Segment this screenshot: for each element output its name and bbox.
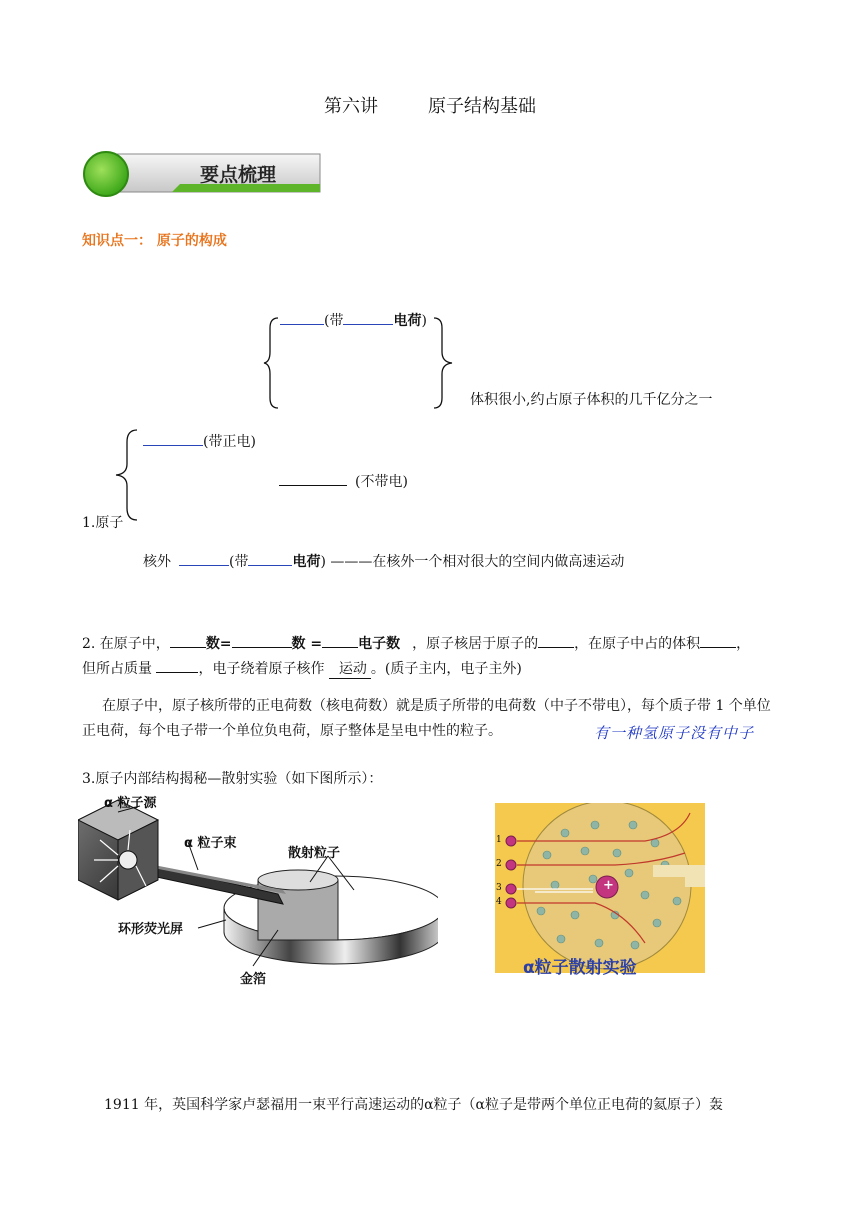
atom-label: 1.原子 xyxy=(82,515,124,531)
brace-right-inner xyxy=(432,316,456,410)
blank-p2-6 xyxy=(156,658,198,673)
proton-line xyxy=(143,431,256,451)
electron-line: 核外 (带 电荷) ———在核外一个相对很大的空间内做高速运动 xyxy=(143,551,624,571)
p2-j: 。(质子主内，电子主外) xyxy=(370,661,522,677)
blank-p2-4 xyxy=(538,633,574,648)
title-part-1: 第六讲 xyxy=(324,96,378,117)
point3-heading: 3.原子内部结构揭秘—散射实验（如下图所示）： xyxy=(82,771,383,787)
blank-p2-2 xyxy=(232,633,292,648)
electron-note: ———在核外一个相对很大的空间内做高速运动 xyxy=(330,554,625,570)
label-scatter: 散射粒子 xyxy=(288,846,341,861)
section-banner xyxy=(80,150,325,198)
p2-a: 2. 在原子中， xyxy=(82,636,170,652)
point2-line2 xyxy=(82,658,522,679)
p2-b: 数= xyxy=(205,636,232,652)
blank-electron xyxy=(179,551,229,566)
nucleus-sign: + xyxy=(603,878,614,893)
point2-line1 xyxy=(82,633,750,653)
neutron-line xyxy=(279,471,408,491)
blank-nucleus-charge xyxy=(343,310,393,325)
blank-p2-1 xyxy=(170,633,206,648)
bottom-paragraph: 1911 年，英国科学家卢瑟福用一束平行高速运动的α粒子（α粒子是带两个单位正电荷的氦原子）轰 xyxy=(104,1097,723,1113)
particle-number-4: 4 xyxy=(496,897,502,907)
scattering-drawing xyxy=(495,803,705,973)
p2-c: 数 = xyxy=(291,636,323,652)
blank-electron-charge xyxy=(248,551,292,566)
figure-apparatus xyxy=(78,790,438,990)
label-screen: 环形荧光屏 xyxy=(118,922,184,937)
brace-left-inner xyxy=(262,316,282,410)
label-alpha-beam: α 粒子束 xyxy=(184,836,237,851)
electron-open: (带 xyxy=(229,554,249,570)
title-part-2: 原子结构基础 xyxy=(428,96,536,117)
handwritten-note: 有一种氢原子没有中子 xyxy=(594,724,755,742)
p2-e: ，原子核居于原子的 xyxy=(412,636,539,652)
blank-proton xyxy=(143,431,203,446)
apparatus-drawing xyxy=(78,790,438,990)
nucleus-charge: 电荷 xyxy=(393,313,422,329)
p2-motion: 运动 xyxy=(329,658,371,679)
scattering-caption: α粒子散射实验 xyxy=(523,958,637,978)
nucleus-note: 体积很小,约占原子体积的几千亿分之一 xyxy=(470,392,713,408)
brace-left-outer xyxy=(113,428,139,522)
section-heading: 知识点一： 原子的构成 xyxy=(82,233,227,249)
p2-d: 电子数 xyxy=(358,636,401,652)
particle-number-2: 2 xyxy=(496,859,502,869)
proton-note: (带正电) xyxy=(203,434,256,450)
nucleus-line xyxy=(280,310,427,330)
particle-number-1: 1 xyxy=(496,835,502,845)
outside-label: 核外 xyxy=(143,554,171,570)
banner-label: 要点梳理 xyxy=(200,164,277,186)
page-title xyxy=(0,92,860,118)
nucleus-open: (带 xyxy=(324,313,344,329)
particle-number-3: 3 xyxy=(496,883,502,893)
p2-i: ，电子绕着原子核作 xyxy=(198,661,329,677)
electron-charge: 电荷 xyxy=(292,554,321,570)
paragraph-1-text: 在原子中，原子核所带的正电荷数（核电荷数）就是质子所带的电荷数（中子不带电），每个质子带 1 个单位正电荷，每个电子带一个单位负电荷，原子整体是呈电中性的粒子。 xyxy=(82,698,771,739)
p2-g: ， xyxy=(736,636,751,652)
label-alpha-source: α 粒子源 xyxy=(104,796,157,811)
neutron-note: (不带电) xyxy=(355,474,408,490)
p2-f: ，在原子中占的体积 xyxy=(574,636,701,652)
blank-p2-5 xyxy=(700,633,736,648)
blank-p2-3 xyxy=(322,633,358,648)
p2-h: 但所占质量 xyxy=(82,661,157,677)
blank-nucleus xyxy=(280,310,324,325)
figure-scattering xyxy=(495,803,705,978)
blank-neutron xyxy=(279,471,347,486)
label-foil: 金箔 xyxy=(240,972,267,987)
nucleus-close: ) xyxy=(421,313,427,329)
